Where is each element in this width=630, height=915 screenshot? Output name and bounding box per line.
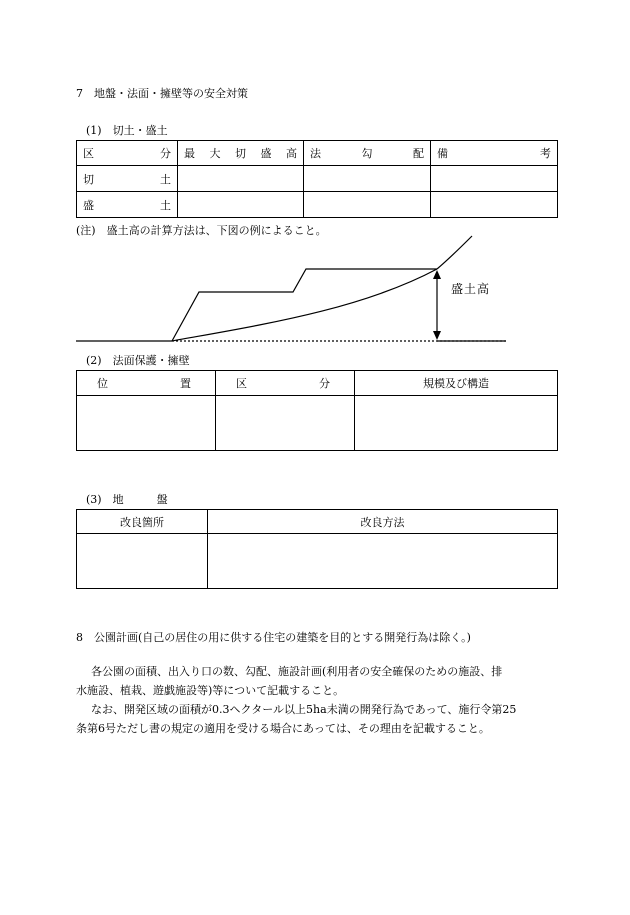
para2-line2: 条第6号ただし書の規定の適用を受ける場合にあっては、その理由を記載すること。 bbox=[76, 722, 490, 735]
char: 配 bbox=[413, 147, 424, 160]
calc-note: (注) 盛土高の計算方法は、下図の例によること。 bbox=[76, 224, 327, 237]
cell bbox=[355, 396, 558, 451]
char: 備 bbox=[437, 147, 448, 160]
cell bbox=[77, 396, 216, 451]
char: 大 bbox=[209, 147, 221, 160]
existing-ground-curve bbox=[172, 269, 437, 341]
fill-profile bbox=[172, 269, 437, 341]
header-scale-structure: 規模及び構造 bbox=[355, 371, 558, 396]
char: 勾 bbox=[361, 147, 373, 160]
para1-line2: 水施設、植栽、遊戯施設等)等について記載すること。 bbox=[76, 684, 345, 697]
cut-fill-label: (1) 切土・盛土 bbox=[86, 124, 168, 137]
char: 法 bbox=[310, 147, 321, 160]
char: 土 bbox=[160, 198, 171, 212]
ground-label: (3) 地 盤 bbox=[86, 493, 168, 506]
char: 高 bbox=[286, 147, 297, 160]
char: 考 bbox=[540, 147, 551, 160]
header-position-text bbox=[97, 375, 191, 391]
char: 盛 bbox=[260, 147, 272, 160]
para2-line1: なお、開発区域の面積が0.3ヘクタール以上5ha未満の開発行為であって、施行令第25 bbox=[91, 703, 517, 716]
cell bbox=[208, 534, 558, 589]
char: 切 bbox=[235, 147, 246, 160]
char: 分 bbox=[160, 147, 171, 160]
header-position bbox=[77, 371, 216, 396]
char: 盛 bbox=[83, 198, 94, 212]
char: 切 bbox=[83, 172, 94, 186]
char: 位 bbox=[97, 377, 108, 390]
cell bbox=[216, 396, 355, 451]
header-category-2-text bbox=[236, 375, 330, 391]
char: 区 bbox=[83, 147, 94, 160]
char: 置 bbox=[180, 377, 191, 390]
slope-continuation bbox=[437, 236, 472, 269]
arrow-down-head bbox=[433, 331, 441, 340]
arrow-up-head bbox=[433, 270, 441, 279]
ground-improvement-table bbox=[76, 509, 558, 589]
fill-height-label: 盛土高 bbox=[451, 282, 491, 296]
slope-protection-table bbox=[76, 370, 558, 451]
char: 最 bbox=[184, 147, 195, 160]
char: 土 bbox=[160, 172, 171, 186]
header-improvement-method: 改良方法 bbox=[208, 510, 558, 534]
char: 分 bbox=[319, 377, 330, 390]
header-improvement-location: 改良箇所 bbox=[77, 510, 208, 534]
cell bbox=[77, 534, 208, 589]
section-7-heading: 7 地盤・法面・擁壁等の安全対策 bbox=[76, 87, 248, 100]
slope-protection-label: (2) 法面保護・擁壁 bbox=[86, 354, 190, 367]
para1-line1: 各公園の面積、出入り口の数、勾配、施設計画(利用者の安全確保のための施設、排 bbox=[91, 665, 503, 678]
section-8-heading: 8 公園計画(自己の居住の用に供する住宅の建築を目的とする開発行為は除く。) bbox=[76, 631, 471, 644]
header-category-2 bbox=[216, 371, 355, 396]
char: 区 bbox=[236, 377, 247, 390]
